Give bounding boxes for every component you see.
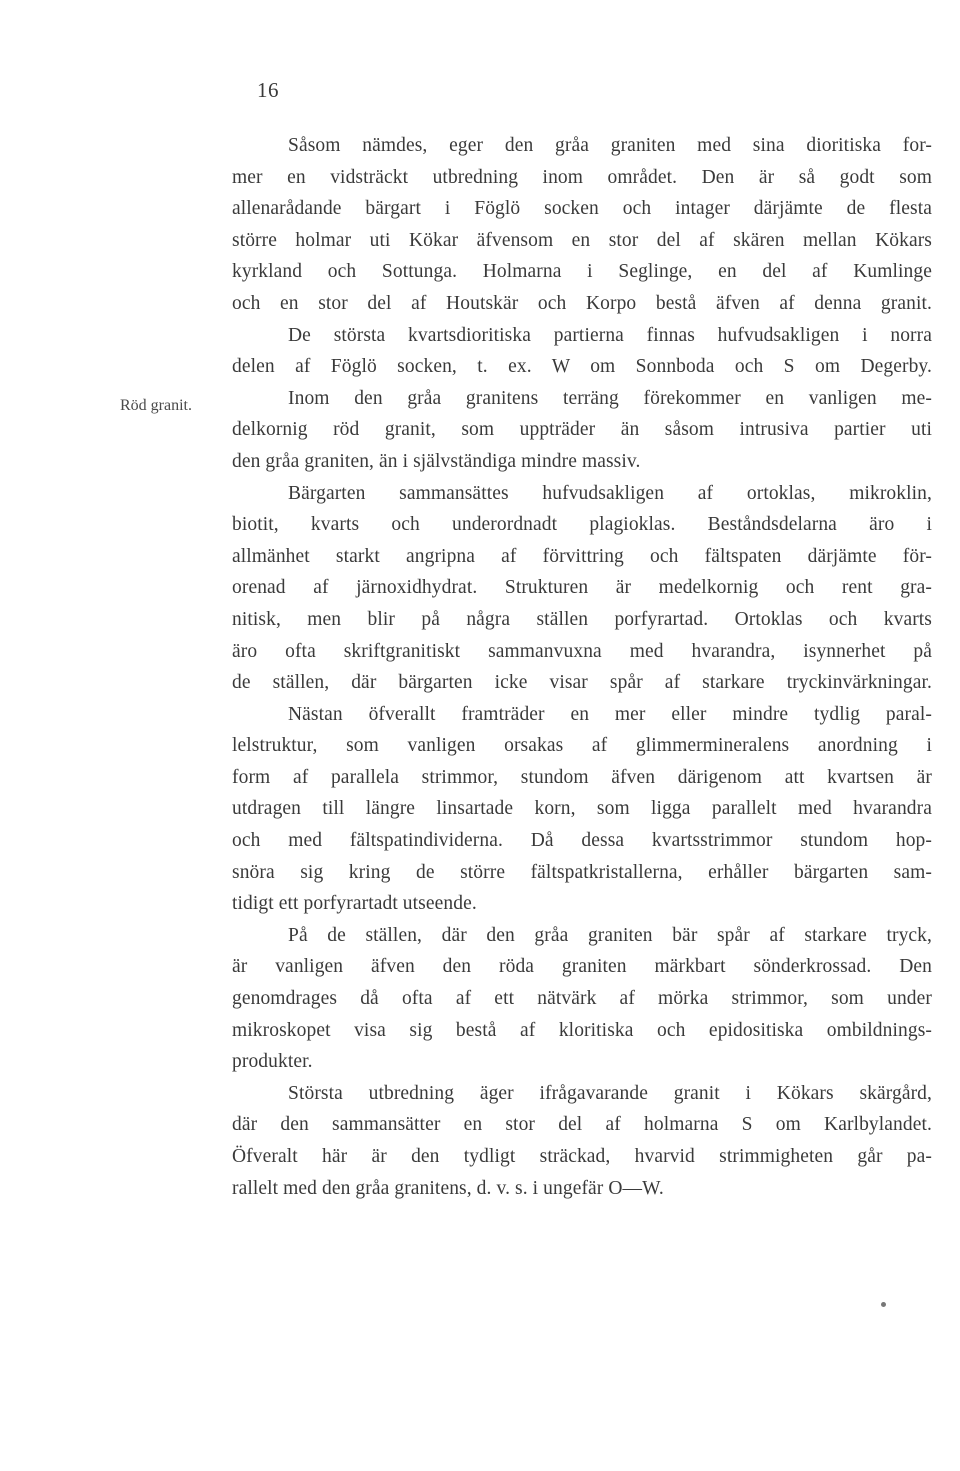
text-line: och en stor del af Houtskär och Korpo bestå äfven af denna granit.: [232, 292, 932, 314]
text-line: större holmar uti Kökar äfvensom en stor del af skären mellan Kökars: [232, 229, 932, 251]
text-line: Största utbredning äger ifrågavarande granit i Kökars skärgård,: [288, 1082, 932, 1104]
text-line: Nästan öfverallt framträder en mer eller mindre tydlig paral-: [288, 703, 932, 725]
text-line: form af parallela strimmor, stundom äfven därigenom att kvartsen är: [232, 766, 932, 788]
text-line: orenad af järnoxidhydrat. Strukturen är medelkornig och rent gra-: [232, 577, 932, 599]
text-line: delkornig röd granit, som uppträder än såsom intrusiva partier uti: [232, 419, 932, 441]
text-line: de ställen, där bärgarten icke visar spår af starkare tryckinvärkningar.: [232, 672, 932, 694]
text-line: biotit, kvarts och underordnadt plagioklas. Beståndsdelarna äro i: [232, 514, 932, 536]
text-line: Såsom nämdes, eger den gråa graniten med sina dioritiska for-: [288, 135, 932, 156]
page-number: 16: [257, 78, 279, 102]
margin-note: Röd granit.: [120, 397, 192, 414]
text-line: där den sammansätter en stor del af holmarna S om Karlbylandet.: [232, 1114, 932, 1136]
text-line: äro ofta skriftgranitiskt sammanvuxna med hvarandra, isynnerhet på: [232, 640, 932, 662]
text-line: Bärgarten sammansättes hufvudsakligen af ortoklas, mikroklin,: [288, 482, 932, 504]
text-line: nitisk, men blir på några ställen porfyrartad. Ortoklas och kvarts: [232, 608, 932, 630]
text-line: allmänhet starkt angripna af förvittring och fältspaten därjämte för-: [232, 545, 932, 567]
text-line: allenarådande bärgart i Föglö socken och intager därjämte de flesta: [232, 198, 932, 220]
text-line: utdragen till längre linsartade korn, som ligga parallelt med hvarandra: [232, 798, 932, 820]
text-line: mikroskopet visa sig bestå af kloritiska och epidositiska ombildnings-: [232, 1019, 932, 1041]
text-line: är vanligen äfven den röda graniten märkbart sönderkrossad. Den: [232, 956, 932, 978]
text-line: Öfveralt här är den tydligt sträckad, hvarvid strimmigheten går pa-: [232, 1146, 932, 1167]
text-line: produkter.: [232, 1051, 313, 1073]
text-line: snöra sig kring de större fältspatkristallerna, erhåller bärgarten sam-: [232, 861, 932, 883]
text-line: kyrkland och Sottunga. Holmarna i Seglinge, en del af Kumlinge: [232, 261, 932, 283]
text-line: den gråa graniten, än i självständiga mindre massiv.: [232, 450, 641, 472]
text-line: mer en vidsträckt utbredning inom området. Den är så godt som: [232, 166, 932, 188]
text-line: Inom den gråa granitens terräng förekommer en vanligen me-: [288, 387, 932, 409]
text-line: tidigt ett porfyrartadt utseende.: [232, 893, 477, 915]
text-line: På de ställen, där den gråa graniten bär spår af starkare tryck,: [288, 924, 932, 946]
text-line: rallelt med den gråa granitens, d. v. s. i ungefär O—W.: [232, 1177, 664, 1199]
text-line: De största kvartsdioritiska partierna finnas hufvudsakligen i norra: [288, 324, 932, 346]
text-line: delen af Föglö socken, t. ex. W om Sonnboda och S om Degerby.: [232, 356, 932, 378]
text-line: genomdrages då ofta af ett nätvärk af mörka strimmor, som under: [232, 988, 932, 1010]
text-line: lelstruktur, som vanligen orsakas af glimmermineralens anordning i: [232, 735, 932, 757]
text-line: och med fältspatindividerna. Då dessa kvartsstrimmor stundom hop-: [232, 830, 932, 852]
stray-dot-mark: [881, 1302, 886, 1307]
text-body: [232, 130, 932, 1204]
